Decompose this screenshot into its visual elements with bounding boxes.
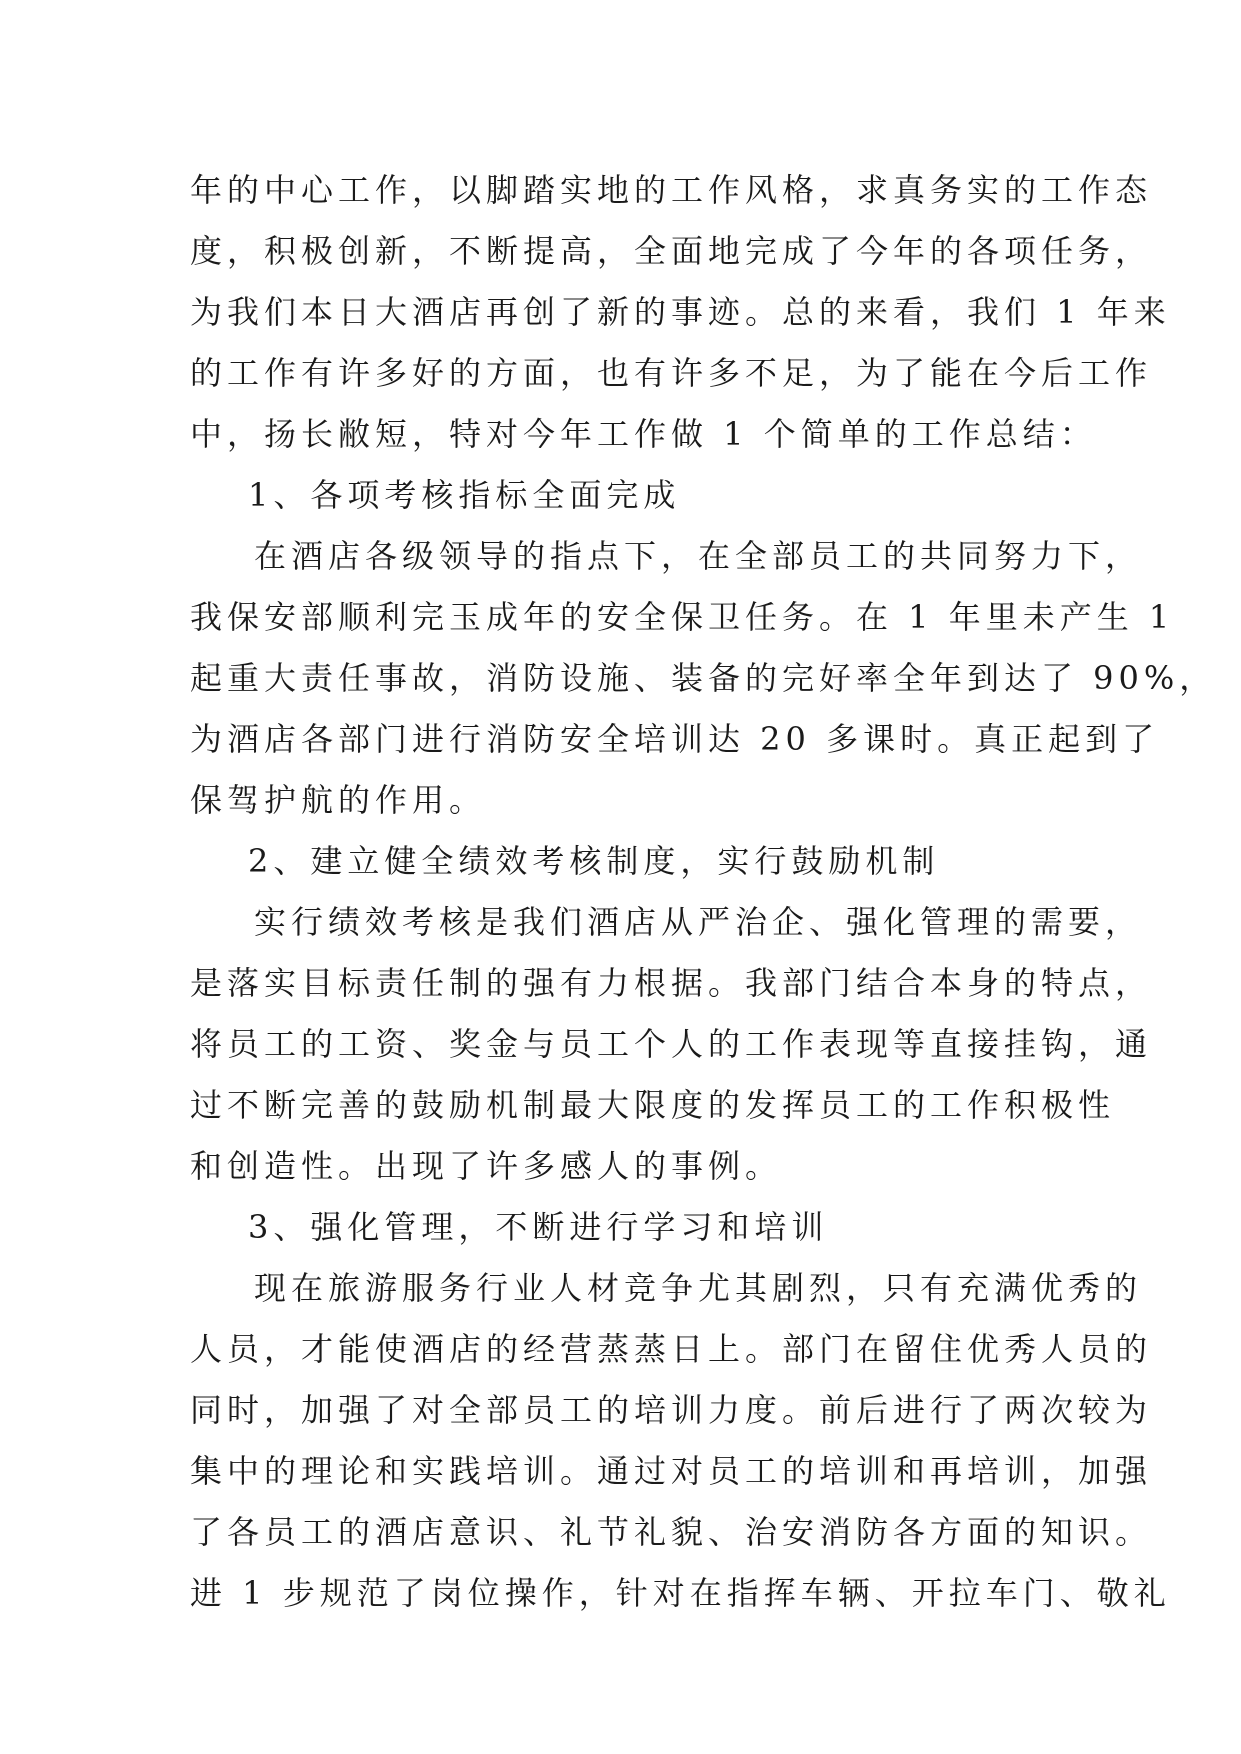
section-heading: 1、各项考核指标全面完成 xyxy=(248,476,681,514)
text-line: 人员，才能使酒店的经营蒸蒸日上。部门在留住优秀人员的 xyxy=(190,1330,1153,1368)
section-heading: 2、建立健全绩效考核制度，实行鼓励机制 xyxy=(248,842,940,880)
text-line: 集中的理论和实践培训。通过对员工的培训和再培训，加强 xyxy=(190,1452,1153,1490)
text-line: 度，积极创新，不断提高，全面地完成了今年的各项任务， xyxy=(190,232,1153,270)
section-heading: 3、强化管理，不断进行学习和培训 xyxy=(248,1208,829,1246)
text-line: 是落实目标责任制的强有力根据。我部门结合本身的特点， xyxy=(190,964,1153,1002)
text-line: 将员工的工资、奖金与员工个人的工作表现等直接挂钩，通 xyxy=(190,1025,1153,1063)
text-line: 的工作有许多好的方面，也有许多不足，为了能在今后工作 xyxy=(190,354,1153,392)
text-line: 起重大责任事故，消防设施、装备的完好率全年到达了 90%， xyxy=(190,659,1217,697)
text-line: 为酒店各部门进行消防安全培训达 20 多课时。真正起到了 xyxy=(190,720,1160,758)
text-line: 年的中心工作，以脚踏实地的工作风格，求真务实的工作态 xyxy=(190,171,1153,209)
paragraph-first-line: 在酒店各级领导的指点下，在全部员工的共同努力下， xyxy=(254,537,1143,575)
text-line: 进 1 步规范了岗位操作，针对在指挥车辆、开拉车门、敬礼 xyxy=(190,1574,1171,1612)
paragraph-first-line: 现在旅游服务行业人材竞争尤其剧烈，只有充满优秀的 xyxy=(254,1269,1143,1307)
paragraph-first-line: 实行绩效考核是我们酒店从严治企、强化管理的需要， xyxy=(254,903,1143,941)
text-line: 过不断完善的鼓励机制最大限度的发挥员工的工作积极性 xyxy=(190,1086,1116,1124)
text-line: 为我们本日大酒店再创了新的事迹。总的来看，我们 1 年来 xyxy=(190,293,1171,331)
text-line: 和创造性。出现了许多感人的事例。 xyxy=(190,1147,783,1185)
text-line: 了各员工的酒店意识、礼节礼貌、治安消防各方面的知识。 xyxy=(190,1513,1153,1551)
document-body xyxy=(190,160,1217,1624)
text-line: 中，扬长敝短，特对今年工作做 1 个简单的工作总结： xyxy=(190,415,1097,453)
text-line: 同时，加强了对全部员工的培训力度。前后进行了两次较为 xyxy=(190,1391,1153,1429)
text-line: 保驾护航的作用。 xyxy=(190,781,487,819)
text-line: 我保安部顺利完玉成年的安全保卫任务。在 1 年里未产生 1 xyxy=(190,598,1175,636)
